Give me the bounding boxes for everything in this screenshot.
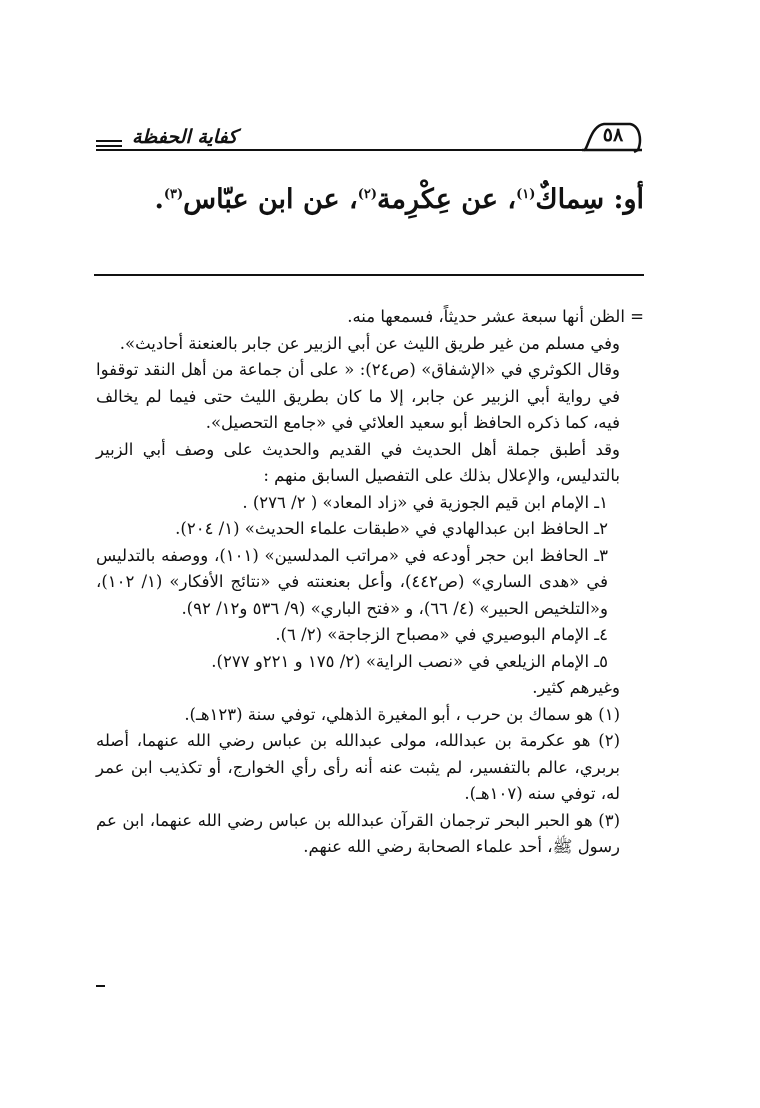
main-text-part-1: أو: سِماكٌ — [535, 184, 644, 215]
footnote-list-item: ٥ـ الإمام الزيلعي في «نصب الراية» (٢/ ١٧٥ و ٢٢١و ٢٧٧). — [211, 651, 608, 671]
footnote-3: (٣) هو الحبر البحر ترجمان القرآن عبدالله بن عباس رضي الله عنهما، ابن عم رسول ﷺ، أحد علماء الصحابة رضي الله عنهم. — [96, 810, 620, 856]
main-text-end: . — [154, 184, 164, 215]
running-title: كفاية الحفظة — [126, 126, 243, 148]
bottom-dash — [96, 985, 105, 987]
footnotes — [96, 304, 644, 861]
page-number: ٥٨ — [602, 124, 624, 146]
footnote-line: وقال الكوثري في «الإشفاق» (ص٢٤): « على أن جماعة من أهل النقد توقفوا في رواية أبي الزبير عن جابر، إلا ما كان بطريق الليث حتى فيما لم يخالف فيه، كما ذكره الحافظ أبو سعيد العلائي في «جامع التحصيل». — [96, 360, 620, 432]
footnote-list-item: ٣ـ الحافظ ابن حجر أودعه في «مراتب المدلسين» (١٠١)، ووصفه بالتدليس في «هدى الساري» (ص٤٤٢)، وأعل بعنعنته في «نتائج الأفكار» (١/ ١٠٢)، و«التلخيص الحبير» (٤/ ٦٦)، و «فتح الباري» (٩/ ٥٣٦ و١٢/ ٩٢). — [96, 545, 608, 618]
header-dash-top — [96, 140, 122, 142]
footnote-line: = الظن أنها سبعة عشر حديثاً، فسمعها منه. — [347, 307, 644, 326]
main-text-line — [96, 170, 644, 230]
footnote-ref-1: (١) — [516, 187, 536, 202]
main-text-part-2: ، عن عِكْرِمة — [377, 184, 517, 215]
page-header — [96, 116, 644, 164]
footnote-separator — [94, 274, 644, 276]
footnote-ref-2: (٢) — [357, 187, 378, 202]
main-text-part-3: ، عن ابن عبّاس — [183, 184, 358, 215]
footnote-line: وفي مسلم من غير طريق الليث عن أبي الزبير عن جابر بالعنعنة أحاديث». — [119, 333, 620, 353]
footnote-list-item: ٤ـ الإمام البوصيري في «مصباح الزجاجة» (٢/ ٦). — [275, 625, 608, 644]
footnote-2: (٢) هو عكرمة بن عبدالله، مولى عبدالله بن عباس رضي الله عنهما، أصله بربري، عالم بالتفسير، لم يثبت عنه أنه رأى رأي الخوارج، أو تكذيب ابن عمر له، توفي سنه (١٠٧هـ). — [96, 731, 620, 803]
footnote-list-item: ١ـ الإمام ابن قيم الجوزية في «زاد المعاد» ( ٢/ ٢٧٦) . — [242, 492, 608, 512]
header-dash-bottom — [96, 145, 122, 147]
footnote-line: وغيرهم كثير. — [532, 678, 620, 697]
page-number-badge — [582, 120, 644, 156]
footnote-list-item: ٢ـ الحافظ ابن عبدالهادي في «طبقات علماء الحديث» (١/ ٢٠٤). — [175, 519, 608, 538]
footnote-1: (١) هو سماك بن حرب ، أبو المغيرة الذهلي، توفي سنة (١٢٣هـ). — [184, 704, 620, 724]
footnote-line: وقد أطبق جملة أهل الحديث في القديم والحديث على وصف أبي الزبير بالتدليس، والإعلال بذلك على التفصيل السابق منهم : — [96, 439, 620, 485]
footnote-ref-3: (٣) — [163, 187, 184, 202]
header-rule — [96, 149, 644, 151]
